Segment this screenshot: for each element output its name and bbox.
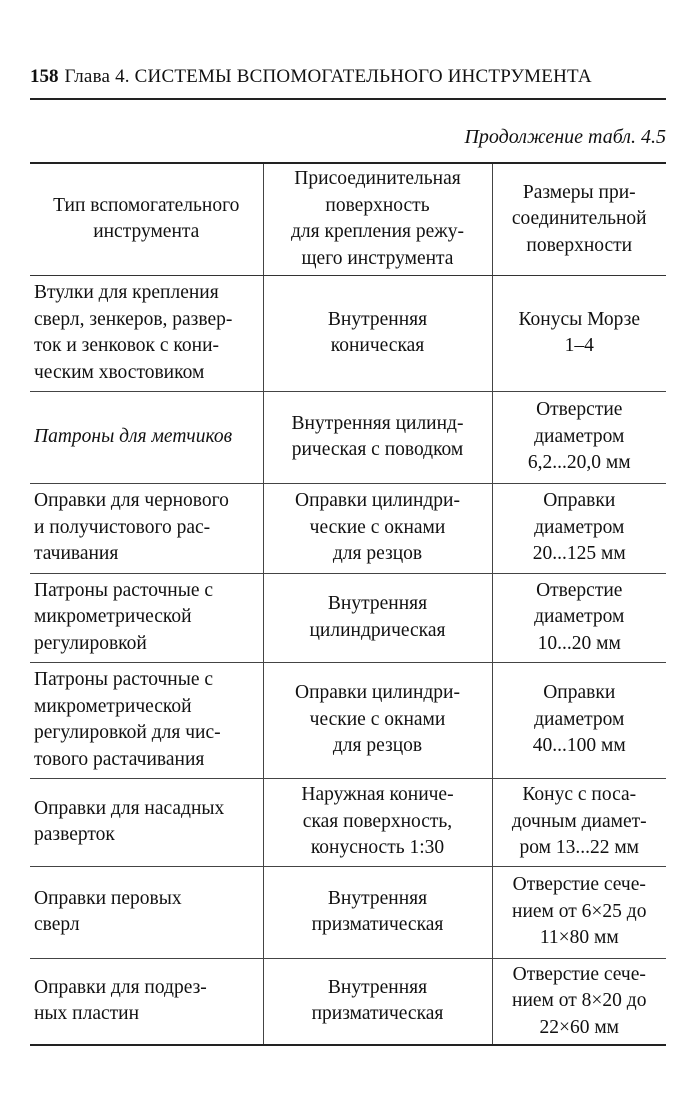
cell-type: Втулки для крепления сверл, зенкеров, развер- ток и зенковок с кони- ческим хвостовиком bbox=[34, 282, 233, 383]
table-row bbox=[30, 958, 666, 1045]
cell-size: Отверстие сече- нием от 6×25 до 11×80 мм bbox=[492, 866, 666, 958]
cell-surface: Внутренняя цилинд- рическая с поводком bbox=[263, 391, 492, 483]
cell-type: Оправки перовых сверл bbox=[34, 887, 182, 935]
cell-type: Патроны расточные с микрометрической регулировкой для чис- тового растачивания bbox=[34, 669, 221, 770]
cell-size: Отверстие диаметром 6,2...20,0 мм bbox=[492, 391, 666, 483]
cell-size: Оправки диаметром 20...125 мм bbox=[492, 483, 666, 573]
cell-size: Конус с поса- дочным диамет- ром 13...22 мм bbox=[492, 778, 666, 866]
cell-size: Оправки диаметром 40...100 мм bbox=[492, 662, 666, 778]
column-header-surface: Присоединительная поверхность для крепления режу- щего инструмента bbox=[263, 163, 492, 275]
cell-surface: Оправки цилиндри- ческие с окнами для резцов bbox=[263, 662, 492, 778]
cell-surface: Внутренняя призматическая bbox=[263, 866, 492, 958]
cell-type: Оправки для насадных разверток bbox=[34, 797, 225, 845]
cell-size: Отверстие диаметром 10...20 мм bbox=[492, 573, 666, 662]
cell-type: Оправки для чернового и получистового рас- тачивания bbox=[34, 490, 229, 565]
chapter-title: Глава 4. СИСТЕМЫ ВСПОМОГАТЕЛЬНОГО ИНСТРУМЕНТА bbox=[64, 66, 592, 87]
cell-surface: Наружная кониче- ская поверхность, конусность 1:30 bbox=[263, 778, 492, 866]
table-continuation-label: Продолжение табл. 4.5 bbox=[464, 126, 666, 148]
cell-size: Конусы Морзе 1–4 bbox=[492, 275, 666, 391]
table-row bbox=[30, 778, 666, 866]
page-number: 158 bbox=[30, 66, 59, 87]
table-row bbox=[30, 483, 666, 573]
cell-surface: Внутренняя цилиндрическая bbox=[263, 573, 492, 662]
table-row bbox=[30, 573, 666, 662]
cell-size: Отверстие сече- нием от 8×20 до 22×60 мм bbox=[492, 958, 666, 1045]
cell-surface: Оправки цилиндри- ческие с окнами для резцов bbox=[263, 483, 492, 573]
table-row bbox=[30, 662, 666, 778]
table-row bbox=[30, 866, 666, 958]
cell-surface: Внутренняя коническая bbox=[263, 275, 492, 391]
cell-type: Патроны расточные с микрометрической регулировкой bbox=[34, 579, 214, 654]
table-header-row bbox=[30, 163, 666, 275]
table-row bbox=[30, 391, 666, 483]
running-head bbox=[30, 66, 666, 100]
tool-table bbox=[30, 162, 666, 1046]
table-row bbox=[30, 275, 666, 391]
cell-type: Оправки для подрез- ных пластин bbox=[34, 976, 207, 1025]
column-header-type: Тип вспомогательного инструмента bbox=[30, 163, 263, 275]
cell-surface: Внутренняя призматическая bbox=[263, 958, 492, 1045]
cell-type: Патроны для метчиков bbox=[34, 425, 233, 447]
column-header-size: Размеры при- соединительной поверхности bbox=[492, 163, 666, 275]
